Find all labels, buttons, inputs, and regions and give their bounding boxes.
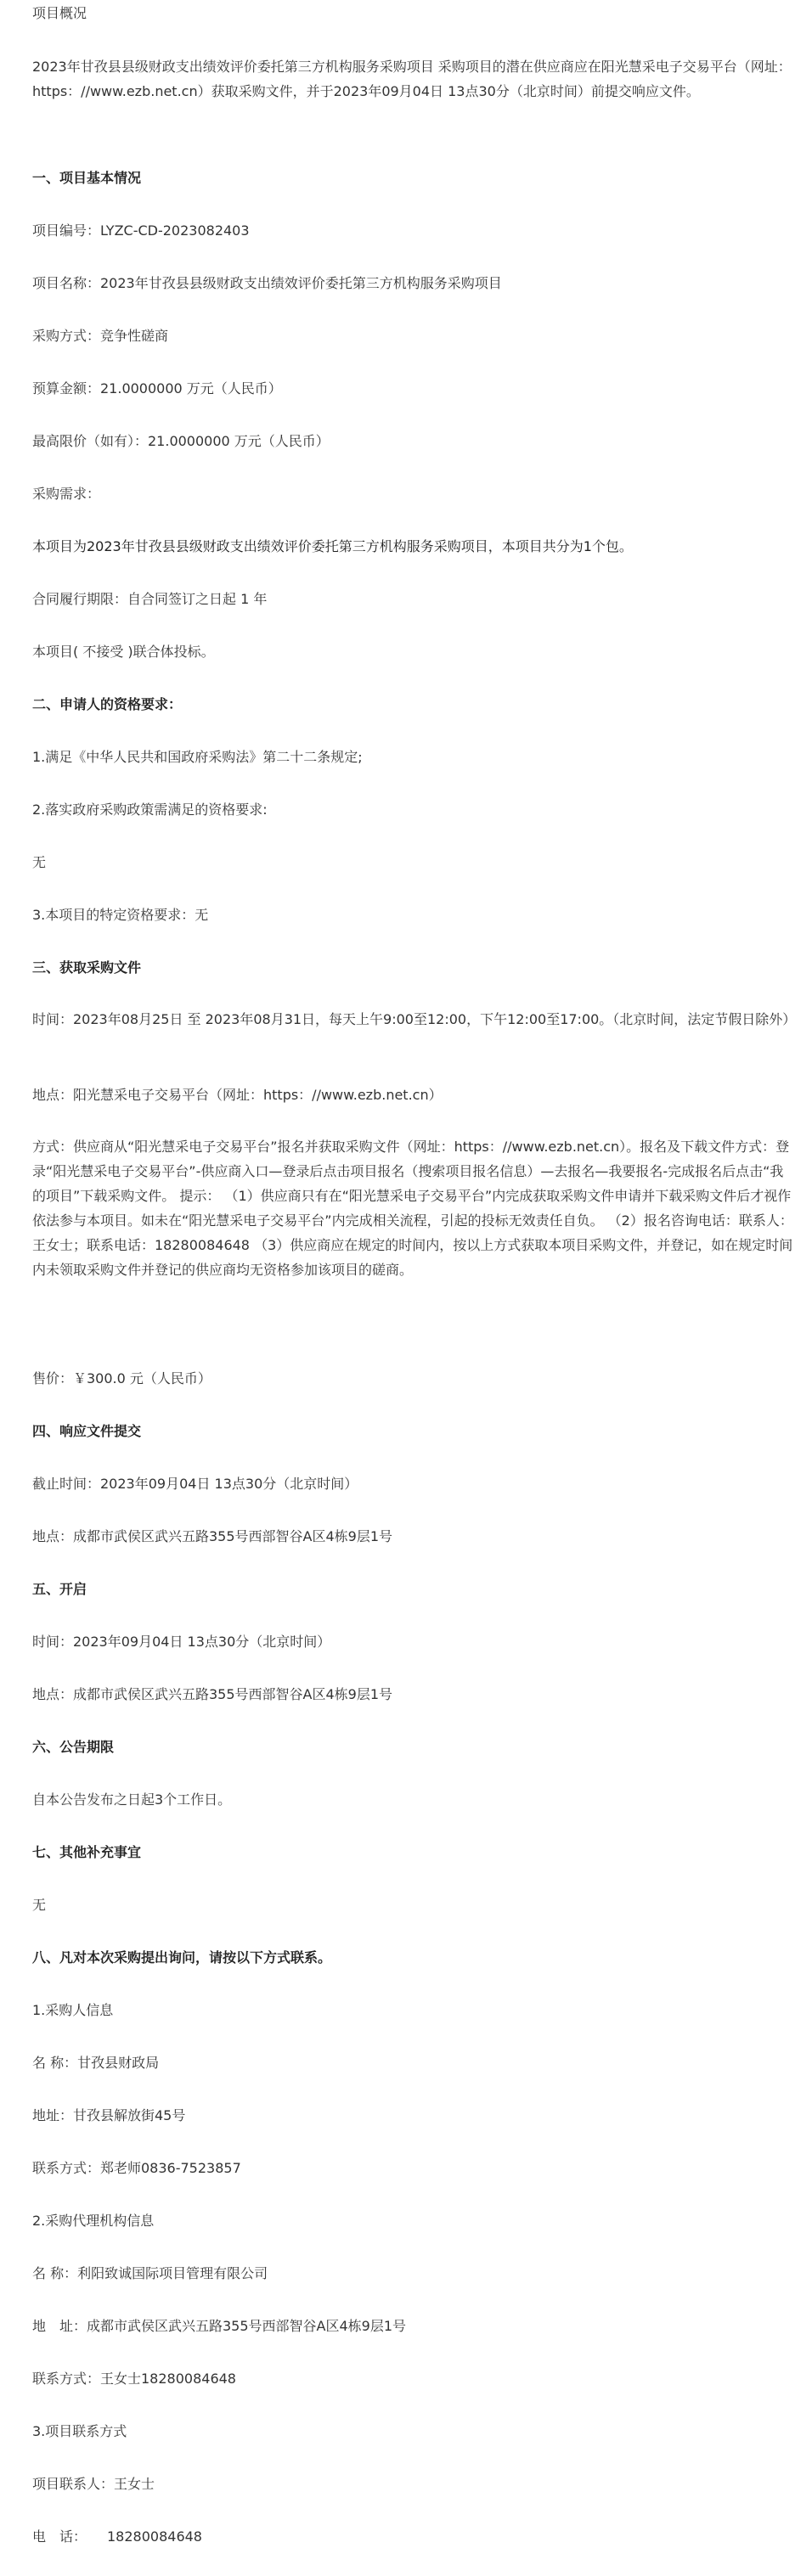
- requirement-3: 3.本项目的特定资格要求：无: [32, 907, 209, 923]
- requirement-1: 1.满足《中华人民共和国政府采购法》第二十二条规定;: [32, 749, 363, 765]
- contract-period: 合同履行期限：自合同签订之日起 1 年: [32, 591, 268, 607]
- project-contact-title: 3.项目联系方式: [32, 2423, 127, 2439]
- agency-contact: 联系方式：王女士18280084648: [32, 2371, 236, 2387]
- requirement-2: 2.落实政府采购政策需满足的资格要求:: [32, 801, 268, 818]
- purchaser-contact: 联系方式：郑老师0836-7523857: [32, 2160, 241, 2176]
- procurement-method: 采购方式：竞争性磋商: [32, 328, 169, 344]
- obtain-place: 地点：阳光慧采电子交易平台（网址：https：//www.ezb.net.cn）: [32, 1087, 443, 1103]
- consortium-note: 本项目( 不接受 )联合体投标。: [32, 644, 215, 660]
- notice-period: 自本公告发布之日起3个工作日。: [32, 1791, 232, 1808]
- other-matters: 无: [32, 1897, 47, 1913]
- agency-name: 名 称：利阳致诚国际项目管理有限公司: [32, 2265, 268, 2281]
- obtain-method: 方式：供应商从“阳光慧采电子交易平台”报名并获取采购文件（网址：https：//www.ezb.net.cn）。报名及下载文件方式：登录“阳光慧采电子交易平台”-供应商入口—登录后点击项目报名（搜索项目报名信息）—去报名—我要报名-完成报名后点击“我的项目”下载采购文件。 提示： （1）供应商只有在“阳光慧采电子交易平台”内完成获取采购文件申请并下载采购文件后才视作依法参与本项目。如未在“阳光慧采电子交易平台”内完成相关流程，引起的投标无效责任自负。 （2）报名咨询电话：联系人：王女士；联系电话：18280084648 （3）供应商应在规定的时间内，按以上方式获取本项目采购文件，并登记，如在规定时间内未领取采购文件并登记的供应商均无资格参加该项目的磋商。: [32, 1139, 793, 1278]
- section-2-heading: 二、申请人的资格要求：: [32, 696, 183, 712]
- section-7-heading: 七、其他补充事宜: [32, 1844, 142, 1860]
- submission-deadline: 截止时间：2023年09月04日 13点30分（北京时间）: [32, 1476, 358, 1492]
- overview-title: 项目概况: [32, 5, 87, 21]
- project-number: 项目编号：LYZC-CD-2023082403: [32, 222, 250, 239]
- section-1-heading: 一、项目基本情况: [32, 170, 142, 186]
- project-name: 项目名称：2023年甘孜县县级财政支出绩效评价委托第三方机构服务采购项目: [32, 275, 502, 291]
- requirement-2-value: 无: [32, 854, 47, 870]
- section-8-heading: 八、凡对本次采购提出询问，请按以下方式联系。: [32, 1949, 332, 1966]
- section-4-heading: 四、响应文件提交: [32, 1423, 142, 1439]
- overview-text: 2023年甘孜县县级财政支出绩效评价委托第三方机构服务采购项目 采购项目的潜在供应商应在阳光慧采电子交易平台（网址：https：//www.ezb.net.cn）获取采购文件，并于2023年09月04日 13点30分（北京时间）前提交响应文件。: [32, 59, 792, 99]
- demand-text: 本项目为2023年甘孜县县级财政支出绩效评价委托第三方机构服务采购项目，本项目共分为1个包。: [32, 538, 633, 554]
- section-6-heading: 六、公告期限: [32, 1739, 115, 1755]
- project-contact-person: 项目联系人：王女士: [32, 2476, 155, 2492]
- purchaser-address: 地址：甘孜县解放街45号: [32, 2107, 186, 2123]
- max-price: 最高限价（如有）：21.0000000 万元（人民币）: [32, 433, 330, 449]
- purchaser-title: 1.采购人信息: [32, 2002, 114, 2018]
- purchaser-name: 名 称：甘孜县财政局: [32, 2055, 160, 2071]
- document-price: 售价：￥300.0 元（人民币）: [32, 1370, 211, 1386]
- agency-address: 地 址：成都市武侯区武兴五路355号西部智谷A区4栋9层1号: [32, 2318, 407, 2334]
- opening-place: 地点：成都市武侯区武兴五路355号西部智谷A区4栋9层1号: [32, 1686, 393, 1702]
- submission-place: 地点：成都市武侯区武兴五路355号西部智谷A区4栋9层1号: [32, 1528, 393, 1544]
- opening-time: 时间：2023年09月04日 13点30分（北京时间）: [32, 1634, 331, 1650]
- section-3-heading: 三、获取采购文件: [32, 959, 142, 976]
- project-contact-phone: 电 话： 18280084648: [32, 2528, 202, 2545]
- demand-label: 采购需求：: [32, 486, 101, 502]
- budget-amount: 预算金额：21.0000000 万元（人民币）: [32, 380, 282, 397]
- obtain-time: 时间：2023年08月25日 至 2023年08月31日，每天上午9:00至12:00，下午12:00至17:00。（北京时间，法定节假日除外）: [32, 1011, 797, 1027]
- section-5-heading: 五、开启: [32, 1581, 87, 1597]
- agency-title: 2.采购代理机构信息: [32, 2213, 155, 2229]
